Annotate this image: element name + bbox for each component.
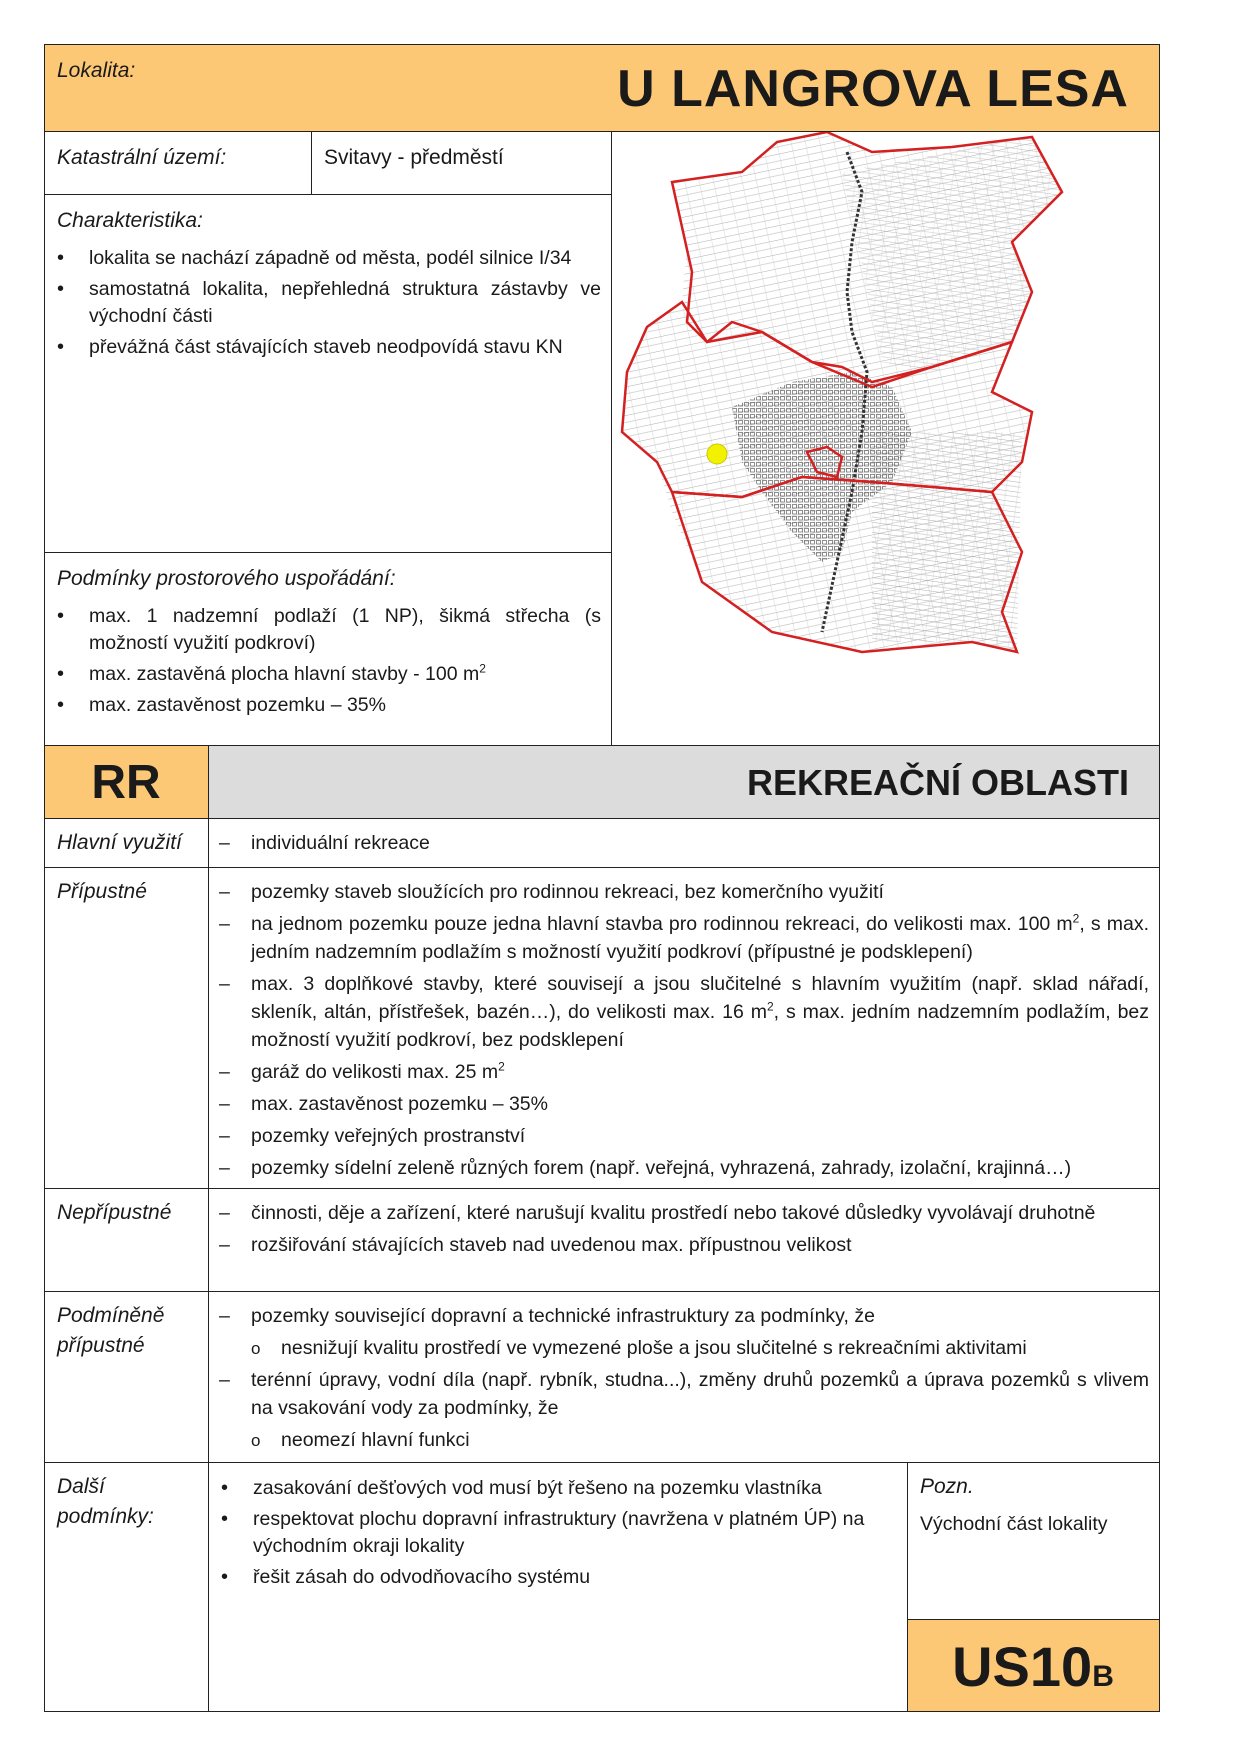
podminene-list-1 <box>209 1302 1149 1330</box>
superscript: 2 <box>479 661 486 676</box>
list-item: o neomezí hlavní funkci <box>209 1426 1149 1454</box>
list-item-text: max. 3 doplňkové stavby, které souvisejí a jsou slučitelné s hlavním využitím (např. sklad nářadí, skleník, altán, přístřešek, bazén…), do velikosti max. 16 m <box>251 973 1149 1023</box>
list-item: • respektovat plochu dopravní infrastruktury (navržena v platném ÚP) na východním okraji lokality <box>209 1506 897 1560</box>
hlavni-list <box>209 829 1149 861</box>
list-item: – max. zastavěnost pozemku – 35% <box>209 1090 1149 1118</box>
list-item: • zasakování dešťových vod musí být řešeno na pozemku vlastníka <box>209 1475 897 1502</box>
nepripustne-list <box>209 1199 1149 1263</box>
locality-marker <box>707 444 727 464</box>
dalsi-list <box>209 1475 897 1595</box>
cadastral-map <box>612 132 1158 744</box>
pripustne-list <box>209 878 1149 1186</box>
list-item-text: , s max. jedním nadzemním podlažím s možností využití podkroví (přípustné je podsklepení) <box>251 913 1149 963</box>
katastr-value-cell <box>311 131 612 195</box>
pripustne-label-cell <box>44 867 209 1189</box>
list-item-text: garáž do velikosti max. 25 m <box>251 1061 499 1083</box>
podminene-label-1: Podmíněně <box>57 1304 165 1327</box>
list-item: – pozemky staveb sloužících pro rodinnou rekreaci, bez komerčního využití <box>209 878 1149 906</box>
list-item-text: , s max. jedním nadzemním podlažím, bez možností využití podkroví, bez podsklepení <box>251 1001 1150 1051</box>
charakteristika-label: Charakteristika: <box>57 209 203 232</box>
list-item-text: max. zastavěná plocha hlavní stavby - 100 m <box>89 663 480 685</box>
list-item: – pozemky související dopravní a technické infrastruktury za podmínky, že <box>209 1302 1149 1330</box>
lokalita-label: Lokalita: <box>57 59 136 82</box>
pozn-label: Pozn. <box>920 1475 974 1498</box>
plan-code-suffix: B <box>1092 1660 1114 1693</box>
podminene-label-2: přípustné <box>57 1334 145 1357</box>
list-item: o nesnižují kvalitu prostředí ve vymezené ploše a jsou slučitelné s rekreačními aktivitami <box>209 1334 1149 1362</box>
podminene-label-cell <box>44 1291 209 1463</box>
katastr-label: Katastrální území: <box>57 146 227 169</box>
list-item-text: na jednom pozemku pouze jedna hlavní stavba pro rodinnou rekreaci, do velikosti max. 100 m <box>251 913 1073 935</box>
superscript: 2 <box>766 999 774 1014</box>
charakteristika-list <box>45 245 601 365</box>
header-bar <box>44 44 1160 132</box>
plan-code-cell <box>907 1619 1160 1712</box>
katastr-label-cell <box>44 131 312 195</box>
plan-code-main: US10 <box>952 1635 1093 1698</box>
hlavni-label: Hlavní využití <box>57 831 182 854</box>
podminene-list-2 <box>209 1366 1149 1422</box>
nepripustne-label: Nepřípustné <box>57 1201 172 1224</box>
podminene-sublist-2 <box>209 1426 1149 1454</box>
pripustne-content-cell <box>208 867 1160 1189</box>
podminene-content-cell <box>208 1291 1160 1463</box>
list-item: – pozemky veřejných prostranství <box>209 1122 1149 1150</box>
list-item: • převážná část stávajících staveb neodpovídá stavu KN <box>45 334 601 361</box>
list-item: – pozemky sídelní zeleně různých forem (např. veřejná, vyhrazená, zahrady, izolační, krajinná…) <box>209 1154 1149 1182</box>
nepripustne-content-cell <box>208 1188 1160 1292</box>
dalsi-label-1: Další <box>57 1475 105 1498</box>
pozn-text: Východní část lokality <box>920 1513 1108 1535</box>
list-item: • řešit zásah do odvodňovacího systému <box>209 1564 897 1591</box>
zone-name: REKREAČNÍ OBLASTI <box>746 762 1129 803</box>
podminky-prostor-label: Podmínky prostorového uspořádání: <box>57 567 396 590</box>
list-item <box>209 970 1149 1054</box>
dalsi-label-2: podmínky: <box>57 1505 154 1528</box>
superscript: 2 <box>1072 911 1080 926</box>
locality-title: U LANGROVA LESA <box>617 60 1129 118</box>
list-item: • lokalita se nachází západně od města, podél silnice I/34 <box>45 245 601 272</box>
hlavni-label-cell <box>44 818 209 868</box>
list-item: • max. zastavěnost pozemku – 35% <box>45 692 601 719</box>
podminky-prostor-list <box>45 603 601 723</box>
plan-code <box>908 1634 1158 1699</box>
katastr-value: Svitavy - předměstí <box>324 146 504 169</box>
pozn-cell <box>907 1462 1160 1620</box>
dalsi-label-cell <box>44 1462 209 1712</box>
pripustne-label: Přípustné <box>57 880 147 903</box>
podminky-prostor-cell <box>44 552 612 746</box>
charakteristika-cell <box>44 194 612 553</box>
list-item <box>209 1058 1149 1086</box>
zone-code-cell <box>44 745 209 819</box>
list-item: – individuální rekreace <box>209 829 1149 857</box>
podminene-sublist-1 <box>209 1334 1149 1362</box>
nepripustne-label-cell <box>44 1188 209 1292</box>
zone-name-cell <box>208 745 1160 819</box>
list-item: • samostatná lokalita, nepřehledná struktura zástavby ve východní části <box>45 276 601 330</box>
list-item: – rozšiřování stávajících staveb nad uvedenou max. přípustnou velikost <box>209 1231 1149 1259</box>
list-item <box>45 661 601 688</box>
list-item <box>209 910 1149 966</box>
list-item: • max. 1 nadzemní podlaží (1 NP), šikmá střecha (s možností využití podkroví) <box>45 603 601 657</box>
hlavni-content-cell <box>208 818 1160 868</box>
superscript: 2 <box>498 1059 505 1074</box>
list-item: – činnosti, děje a zařízení, které narušují kvalitu prostředí nebo takové důsledky vyvolávají druhotně <box>209 1199 1149 1227</box>
map-cell <box>611 131 1160 746</box>
list-item: – terénní úpravy, vodní díla (např. rybník, studna...), změny druhů pozemků a úprava pozemků s vlivem na vsakování vody za podmínky, že <box>209 1366 1149 1422</box>
zone-code: RR <box>91 756 161 809</box>
podminene-content <box>209 1302 1149 1458</box>
dalsi-content-cell <box>208 1462 908 1712</box>
